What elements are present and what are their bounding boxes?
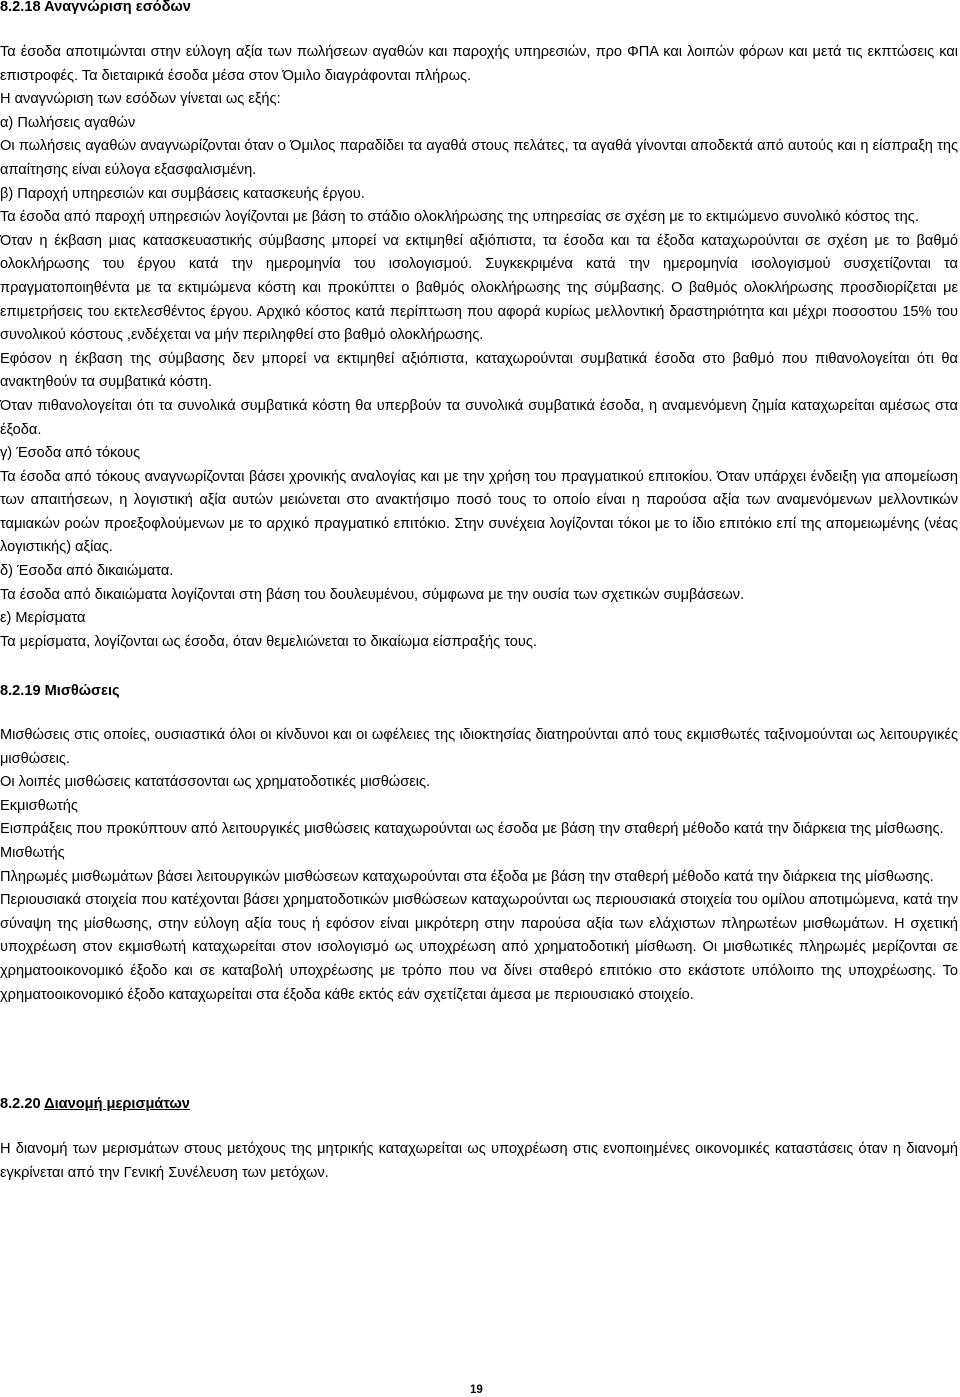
paragraph-finance-leases: Οι λοιπές μισθώσεις κατατάσσονται ως χρηματοδοτικές μισθώσεις. <box>0 774 431 791</box>
paragraph-services: Τα έσοδα από παροχή υπηρεσιών λογίζονται με βάση το στάδιο ολοκλήρωσης της υπηρεσίας σε σχέση με το εκτιμώμενο συνολικό κόστος της. <box>0 209 919 226</box>
paragraph-dividends: Τα μερίσματα, λογίζονται ως έσοδα, όταν θεμελιώνεται το δικαίωμα είσπραξής τους. <box>0 633 537 650</box>
paragraph-contract-outcome: Εφόσον η έκβαση της σύμβασης δεν μπορεί να εκτιμηθεί αξιόπιστα, καταχωρούνται συμβατικά έσοδα στο βαθμό που πιθανολογείται ότι θα ανακτηθούν τα συμβατικά κόστη. <box>0 350 958 391</box>
section-heading-8-2-20 <box>0 1094 190 1114</box>
paragraph-construction-contracts: Όταν η έκβαση μιας κατασκευαστικής σύμβασης μπορεί να εκτιμηθεί αξιόπιστα, τα έσοδα και τα έξοδα καταχωρούνται σε σχέση με το βαθμό ολοκλήρωσης του έργου κατά την ημερομηνία του ισολογισμού. Συγκεκριμένα κατά την ημερομηνία ισολογισμού συσχετίζονται τα πραγματοποιηθέντα με τα εκτιμώμενα κόστη και προκύπτει ο βαθμός ολοκλήρωσης της σύμβασης. Ο βαθμός ολοκλήρωσης προσδιορίζεται με επιμετρήσεις του εκτελεσθέντος έργου. Αρχικό κόστος κατά περίπτωση που αφορά κυρίως μελλοντική δραστηριότητα και μέχρι ποσοστου 15% του συνολικού κόστους ,ενδέχεται να μήν περιληφθεί στο βαθμό ολοκλήρωσης. <box>0 232 958 344</box>
paragraph-finance-lease-assets: Περιουσιακά στοιχεία που κατέχονται βάσει χρηματοδοτικών μισθώσεων καταχωρούνται ως περιουσιακά στοιχεία του ομίλου αποτιμώμενα, κατά την σύναψη της μίσθωσης, στην εύλογη αξία τους ή εφόσον είναι μικρότερη στην παρούσα αξία των ελάχιστων πληρωτέων μισθωμάτων. Η σχετική υποχρέωση στον εκμισθωτή καταχωρείται στον ισολογισμό ως υποχρέωση από χρηματοδοτική μίσθωση. Οι μισθωτικές πληρωμές μερίζονται σε χρηματοοικονομικό έξοδο και σε καταβολή υποχρέωσης με τρόπο που να δίνει σταθερό επιτόκιο στο εκάστοτε υπόλοιπο της υποχρέωσης. Το χρηματοοικονομικό έξοδο καταχωρείται στα έξοδα κάθε εκτός εάν σχετίζεται άμεσα με περιουσιακό στοιχείο. <box>0 892 958 1003</box>
subheading-dividends: ε) Μερίσματα <box>0 610 86 627</box>
paragraph-operating-leases: Μισθώσεις στις οποίες, ουσιαστικά όλοι οι κίνδυνοι και οι ωφέλειες της ιδιοκτησίας διατηρούνται από τους εκμισθωτές ταξινομούνται ως λειτουργικές μισθώσεις. <box>0 727 958 767</box>
subheading-interest-income: γ) Έσοδα από τόκους <box>0 445 141 462</box>
page-number: 19 <box>470 1384 483 1396</box>
paragraph-lessor: Εισπράξεις που προκύπτουν από λειτουργικές μισθώσεις καταχωρούνται ως έσοδα με βάση την σταθερή μέθοδο κατά την διάρκεια της μίσθωσης. <box>0 821 944 838</box>
section-heading-8-2-18: 8.2.18 Αναγνώριση εσόδων <box>0 0 191 15</box>
paragraph-expected-loss: Όταν πιθανολογείται ότι τα συνολικά συμβατικά κόστη θα υπερβούν τα συνολικά συμβατικά έσοδα, η αναμενόμενη ζημία καταχωρείται αμέσως στα έξοδα. <box>0 397 958 438</box>
paragraph-interest-income: Τα έσοδα από τόκους αναγνωρίζονται βάσει χρονικής αναλογίας και με την χρήση του πραγματικού επιτοκίου. Όταν υπάρχει ένδειξη για απομείωση των απαιτήσεων, η λογιστική αξία αυτών μειώνεται στο ανακτήσιμο ποσό τους το οποίο είναι η παρούσα αξία των αναμενόμενων μελλοντικών ταμιακών ροών προεξοφλούμενων με το αρχικό πραγματικό επιτόκιο. Στην συνέχεια λογίζονται τόκοι με το ίδιο επιτόκιο επί της απομειωμένης (νέας λογιστικής) αξίας. <box>0 468 958 556</box>
dividend-distribution-section <box>0 1138 958 1185</box>
subheading-services-construction: β) Παροχή υπηρεσιών και συμβάσεις κατασκευής έργου. <box>0 185 365 202</box>
subheading-royalties: δ) Έσοδα από δικαιώματα. <box>0 563 174 580</box>
section-heading-8-2-19: 8.2.19 Μισθώσεις <box>0 683 120 699</box>
leases-section <box>0 724 958 1007</box>
subheading-lessee: Μισθωτής <box>0 844 65 861</box>
subheading-lessor: Εκμισθωτής <box>0 797 78 814</box>
section-title-underlined: Διανομή μερισμάτων <box>44 1096 190 1112</box>
section-number: 8.2.20 <box>0 1096 45 1112</box>
paragraph-lessee: Πληρωμές μισθωμάτων βάσει λειτουργικών μισθώσεων καταχωρούνται στα έξοδα με βάση την σταθερή μέθοδο κατά την διάρκεια της μίσθωσης. <box>0 868 934 885</box>
revenue-recognition-section <box>0 41 958 654</box>
subheading-sales-of-goods: α) Πωλήσεις αγαθών <box>0 114 136 131</box>
paragraph-royalties: Τα έσοδα από δικαιώματα λογίζονται στη βάση του δουλευμένου, σύμφωνα με την ουσία των σχετικών συμβάσεων. <box>0 586 745 603</box>
paragraph-intro: Τα έσοδα αποτιμώνται στην εύλογη αξία των πωλήσεων αγαθών και παροχής υπηρεσιών, προ ΦΠΑ και λοιπών φόρων και μετά τις εκπτώσεις και επιστροφές. Τα διεταιρικά έσοδα μέσα στον Όμιλο διαγράφονται πλήρως. <box>0 44 958 84</box>
paragraph-dividend-distribution: Η διανομή των μερισμάτων στους μετόχους της μητρικής καταχωρείται ως υποχρέωση στις ενοποιημένες οικονομικές καταστάσεις όταν η διανομή εγκρίνεται από την Γενική Συνέλευση των μετόχων. <box>0 1141 958 1181</box>
paragraph-recognition-basis: Η αναγνώριση των εσόδων γίνεται ως εξής: <box>0 91 281 108</box>
paragraph-sales-of-goods: Οι πωλήσεις αγαθών αναγνωρίζονται όταν ο Όμιλος παραδίδει τα αγαθά στους πελάτες, τα αγαθά γίνονται αποδεκτά από αυτούς και η είσπραξη της απαίτησης είναι εύλογα εξασφαλισμένη. <box>0 138 958 178</box>
